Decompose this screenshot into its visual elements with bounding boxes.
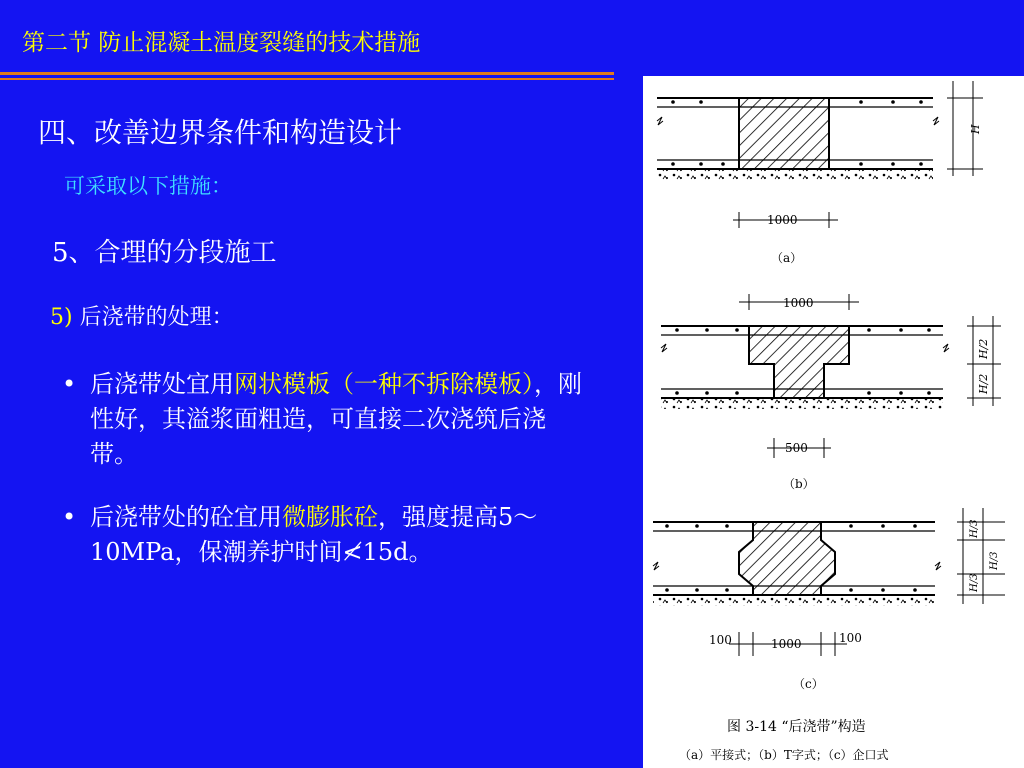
bullet-item-formwork [62,367,582,472]
dim-label: H/2 [977,373,990,394]
title-divider-secondary [0,78,614,80]
dim-label: 100 [709,633,732,647]
bullet-item-concrete [62,500,582,570]
dim-label: 100 [839,631,862,645]
diagram-b-t-joint [661,294,1001,491]
bullet-text-part: 后浇带处宜用 [90,370,234,398]
main-heading: 四、改善边界条件和构造设计 [38,116,403,149]
sub-section-number: 5) [50,305,73,330]
bullet-marker: • [62,370,77,398]
bullet-text-part: ，刚性好，其溢浆面粗造，可直接二次浇筑后浇带。 [90,370,582,468]
diagram-a-flat-joint [657,81,983,265]
bullet-text-part: 后浇带处的砼宜用 [90,503,282,531]
sub-section-text: 后浇带的处理： [72,305,234,330]
dim-label: 500 [785,441,808,455]
page-title: 第二节 防止混凝土温度裂缝的技术措施 [22,30,421,56]
dim-label: H/3 [989,551,1000,570]
diagram-label: （c） [793,677,824,691]
bullet-text [90,500,582,570]
bullet-text [90,367,582,472]
bullet-text-part: ，强度提高5～10MPa，保潮养护时间≮15d。 [90,503,538,566]
dim-label: 1000 [783,296,814,310]
figure-drawing [643,76,1024,768]
figure-legend: （a）平接式；（b）T字式；（c）企口式 [679,748,889,762]
section-title: 5、合理的分段施工 [52,238,277,268]
bullet-highlight: 微膨胀砼 [282,503,378,531]
sub-section-title [50,300,234,331]
dim-label: H/3 [969,519,980,538]
dim-label: 1000 [771,637,802,651]
dim-label: 1000 [767,213,798,227]
dim-label: H/2 [977,338,990,359]
title-divider [0,72,614,75]
bullet-marker: • [62,503,77,531]
dim-label: H [969,124,982,134]
figure-caption: 图 3-14 “后浇带”构造 [727,719,866,735]
subheading: 可采取以下措施： [64,174,232,198]
diagram-c-tongue-joint [653,508,1005,691]
bullet-highlight: 网状模板（一种不拆除模板） [234,370,534,398]
dim-label: H/3 [969,573,980,592]
diagram-label: （b） [783,477,815,491]
diagram-label: （a） [771,251,803,265]
construction-figure [643,76,1024,768]
